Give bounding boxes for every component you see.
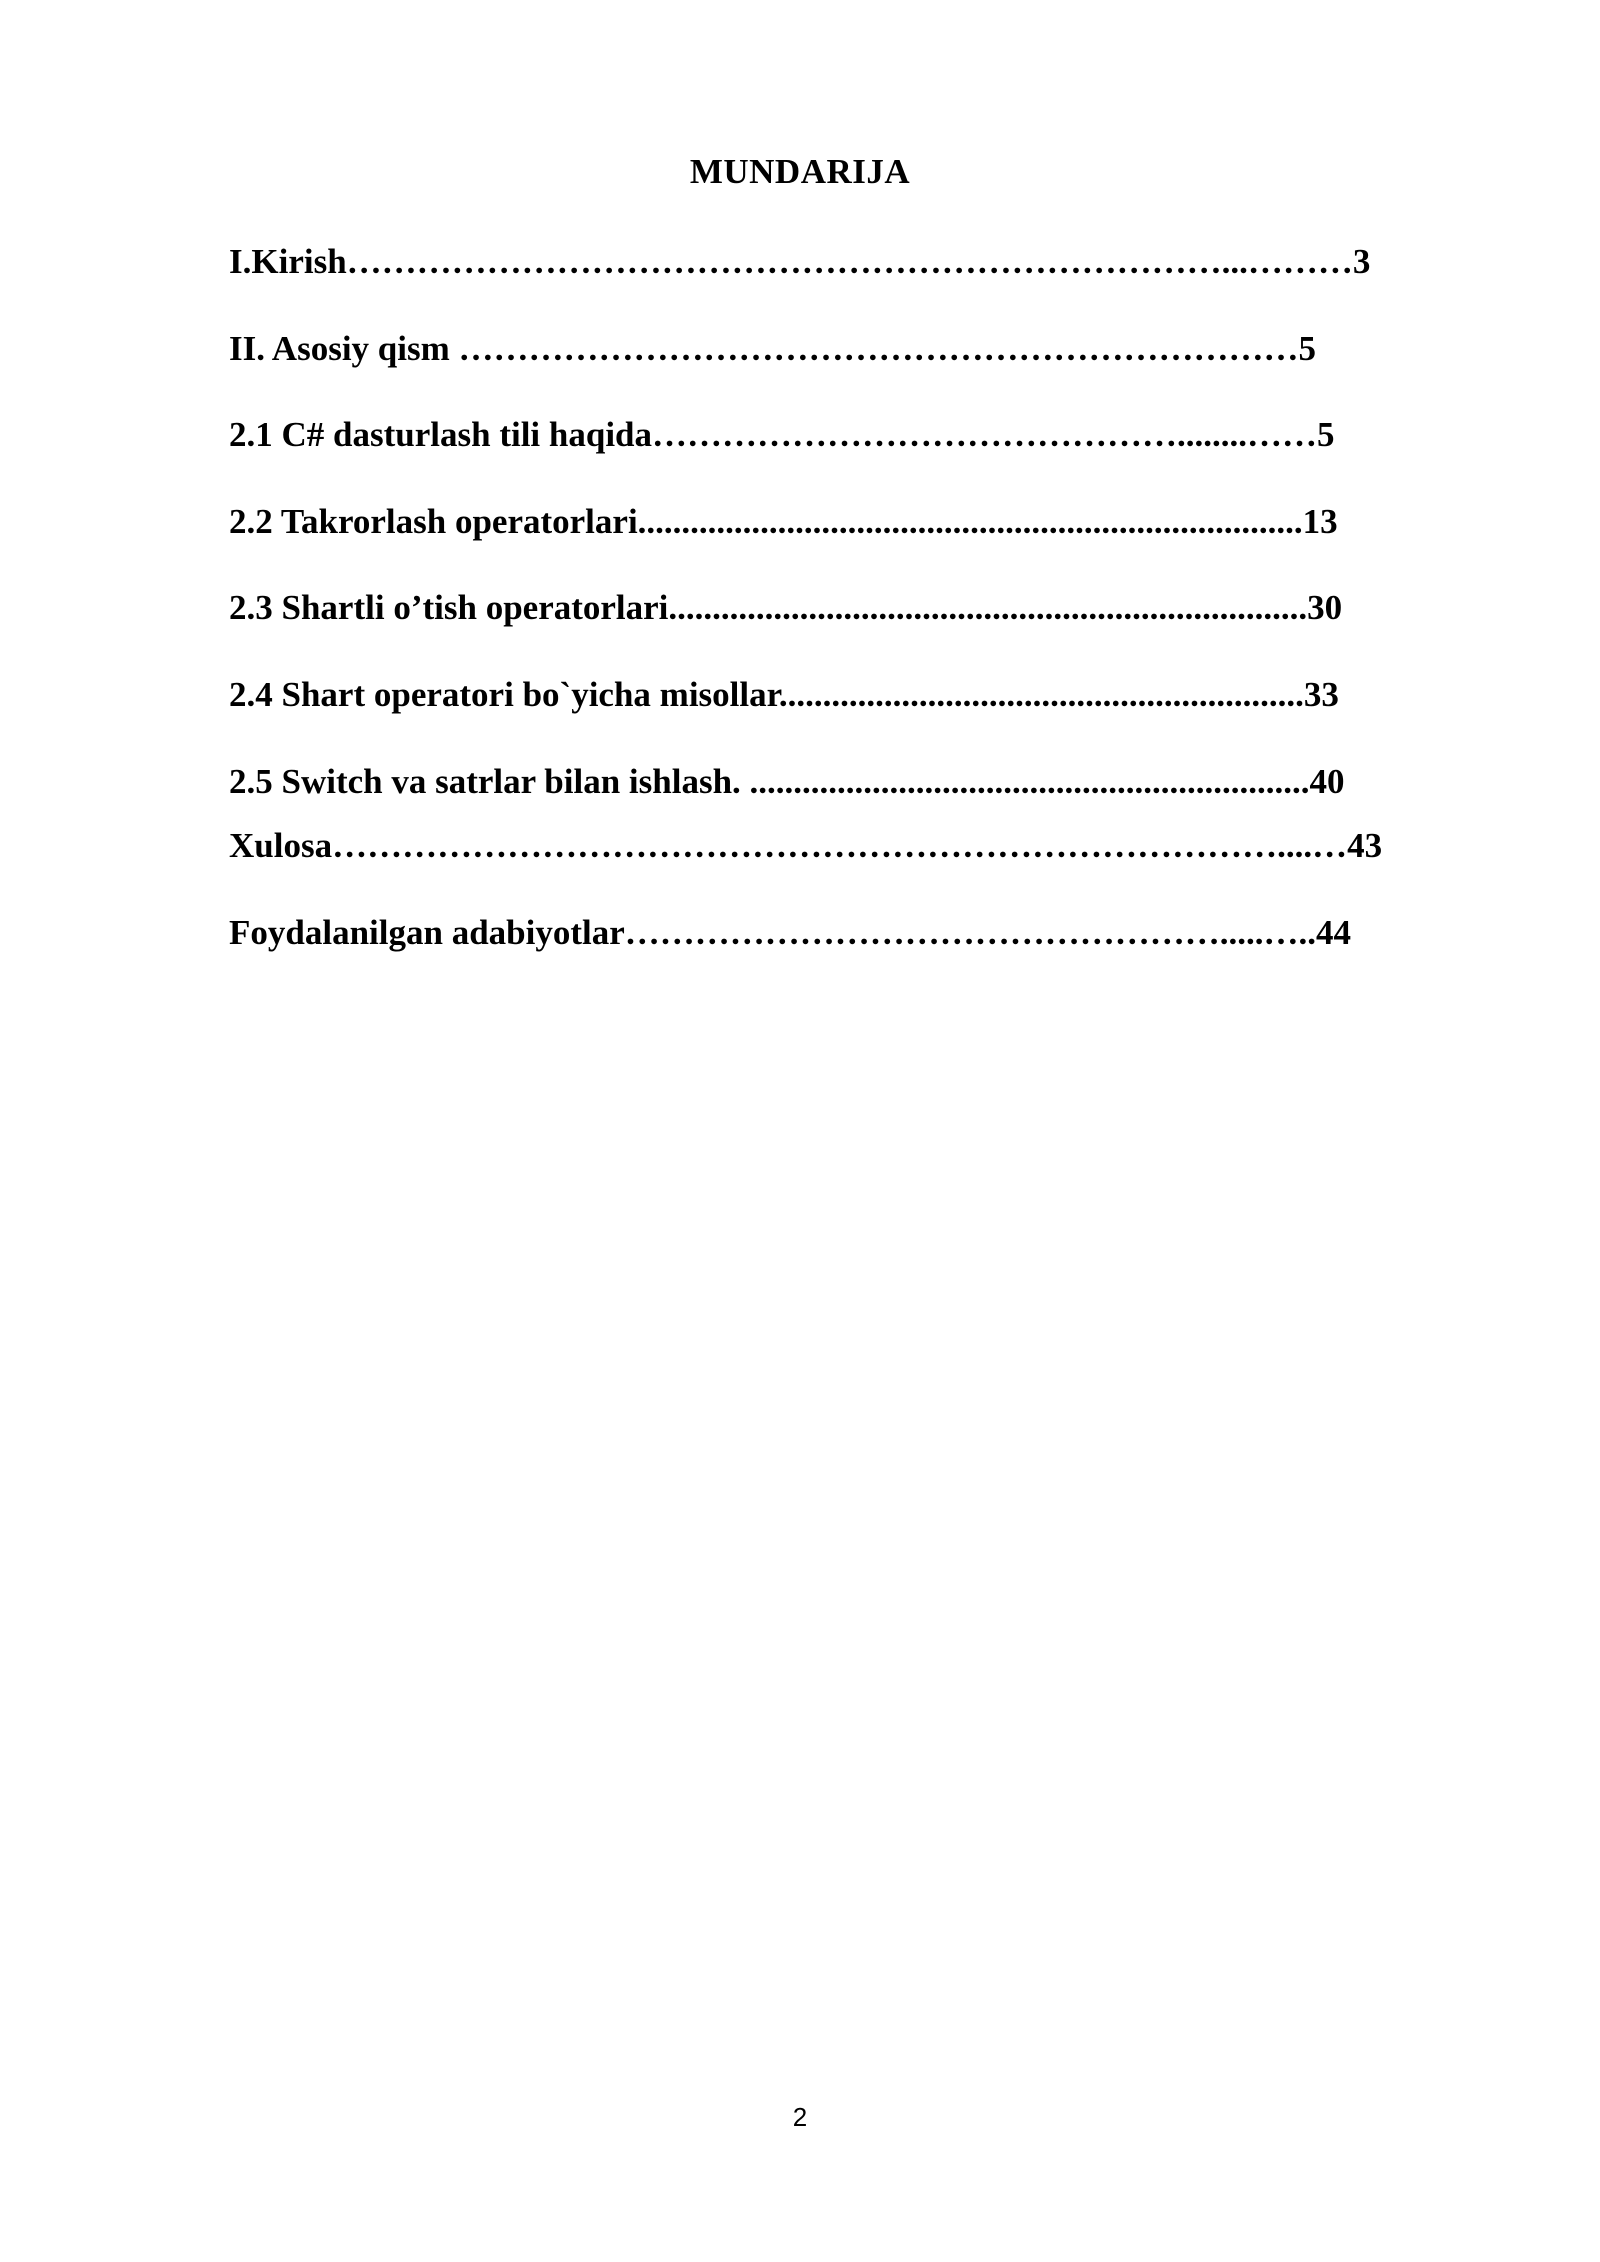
- toc-entry-xulosa: Xulosa………………………………………………………………………....…43: [229, 826, 1383, 865]
- toc-entry-2-3: 2.3 Shartli o’tish operatorlari.........................................................................30: [229, 588, 1343, 627]
- toc-entry-kirish: I.Kirish…………………………………………………………………...………3: [229, 242, 1371, 281]
- toc-entry-2-2: 2.2 Takrorlash operatorlari............................................................................13: [229, 502, 1338, 541]
- toc-entry-asosiy-qism: II. Asosiy qism ………………………………………………………………5: [229, 329, 1317, 368]
- toc-entry-2-1: 2.1 C# dasturlash tili haqida………………………………………........……5: [229, 415, 1335, 454]
- page-number: 2: [792, 2102, 808, 2132]
- toc-entry-2-5: 2.5 Switch va satrlar bilan ishlash. ................................................................40: [229, 762, 1345, 801]
- toc-entry-2-4: 2.4 Shart operatori bo`yicha misollar............................................................33: [229, 675, 1339, 714]
- toc-entry-adabiyotlar: Foydalanilgan adabiyotlar…………………………………………….....…..44: [229, 913, 1352, 952]
- toc-title: MUNDARIJA: [689, 152, 911, 191]
